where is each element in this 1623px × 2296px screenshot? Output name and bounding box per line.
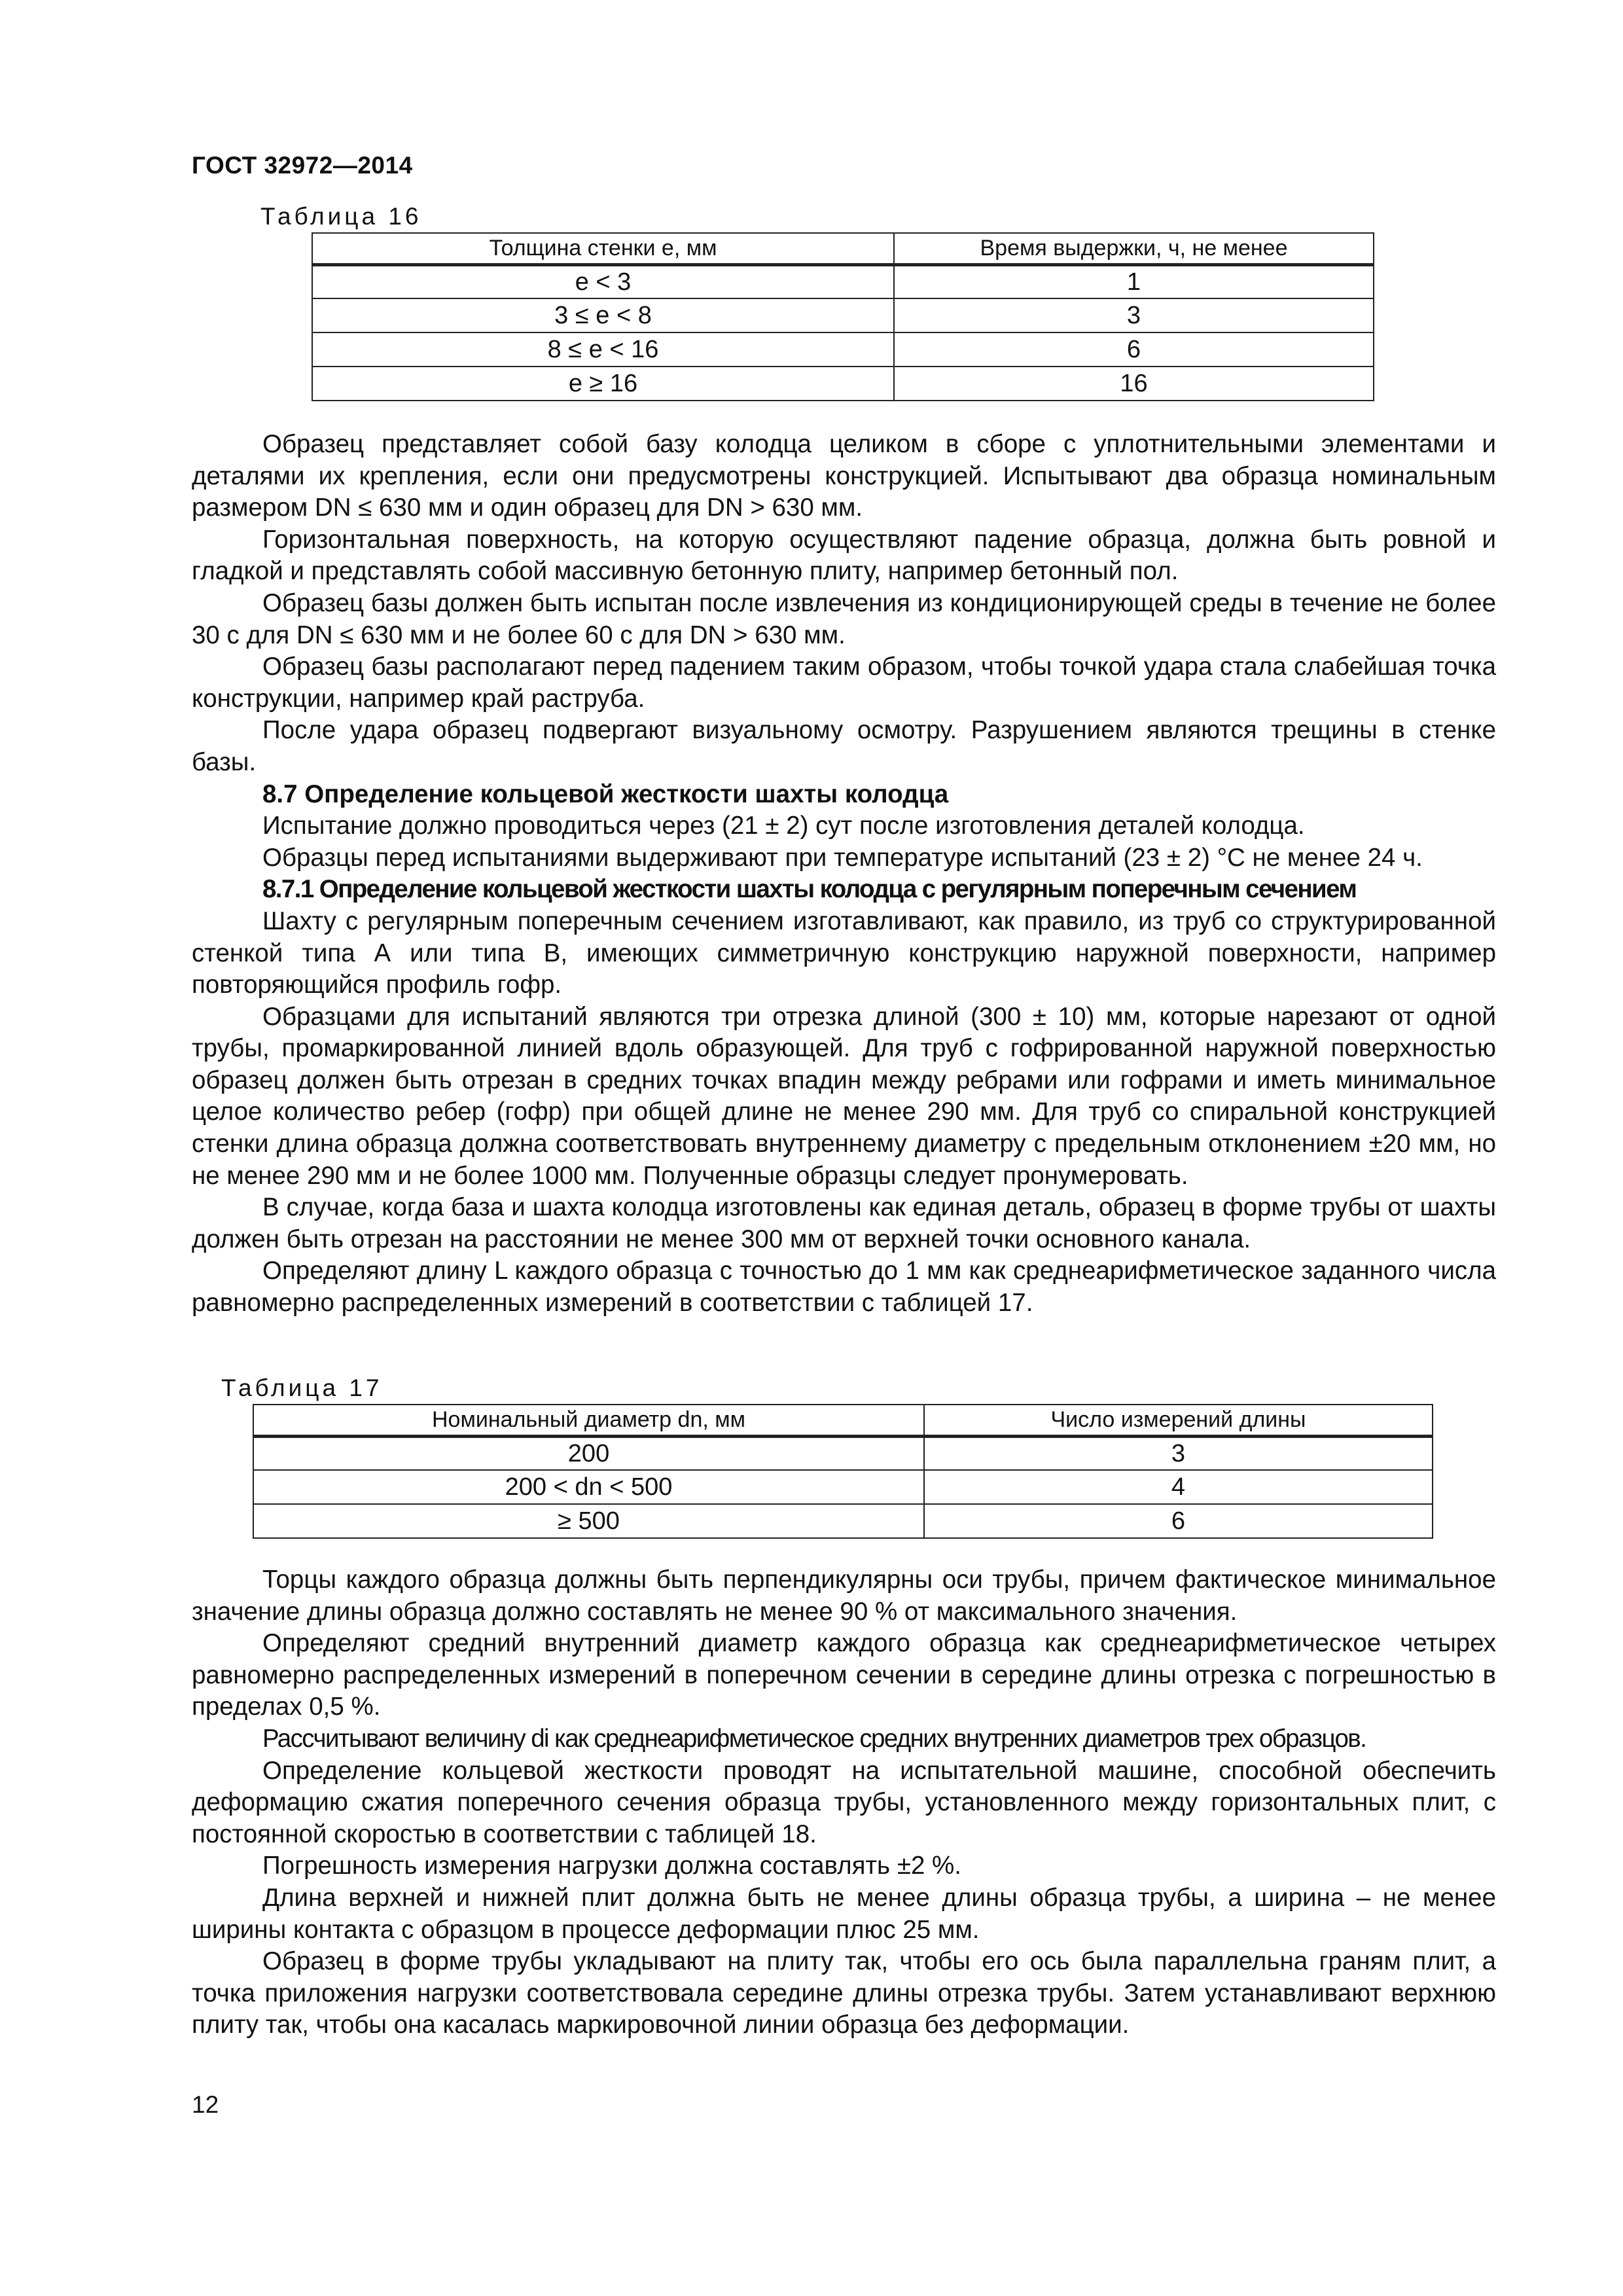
- table-header-row: [312, 233, 1374, 264]
- table-16: [312, 232, 1374, 401]
- page-number: 12: [192, 2091, 219, 2118]
- table-cell: 3: [894, 298, 1374, 332]
- section-heading: 8.7 Определение кольцевой жесткости шахты колодца: [262, 780, 949, 808]
- paragraph: Определяют средний внутренний диаметр каждого образца как среднеарифметическое четырех равномерно распределенных измерений в поперечном сечении в середине длины отрезка с погрешностью в пределах 0,5 %.: [192, 1629, 1496, 1721]
- table-cell: e ≥ 16: [312, 367, 894, 401]
- paragraph: Рассчитывают величину di как среднеарифметическое средних внутренних диаметров трех образцов.: [262, 1724, 1366, 1753]
- paragraph: Определяют длину L каждого образца с точностью до 1 мм как среднеарифметическое заданного числа равномерно распределенных измерений в соответствии с таблицей 17.: [192, 1257, 1496, 1318]
- table-row: [253, 1436, 1433, 1470]
- body-text-section-b: [192, 1564, 1496, 2041]
- paragraph: Шахту с регулярным поперечным сечением изготавливают, как правило, из труб со структурированной стенкой типа А или типа В, имеющих симметричную конструкцию наружной поверхности, например повторяющийся профиль гофр.: [192, 906, 1496, 999]
- table-cell: 3 ≤ e < 8: [312, 298, 894, 332]
- paragraph: После удара образец подвергают визуальному осмотру. Разрушением являются трещины в стенке базы.: [192, 716, 1496, 776]
- paragraph: Образцы перед испытаниями выдерживают при температуре испытаний (23 ± 2) °С не менее 24 ч.: [262, 843, 1423, 872]
- table-row: [253, 1470, 1433, 1504]
- paragraph: Образцами для испытаний являются три отрезка длиной (300 ± 10) мм, которые нарезают от одной трубы, промаркированной линией вдоль образующей. Для труб с гофрированной наружной поверхностью образец должен быть отрезан в средних точках впадин между ребрами или гофрами и иметь минимальное целое количество ребер (гофр) при общей длине не менее 290 мм. Для труб со спиральной конструкцией стенки длина образца должна соответствовать внутреннему диаметру с предельным отклонением ±20 мм, но не менее 290 мм и не более 1000 мм. Полученные образцы следует пронумеровать.: [192, 1002, 1496, 1190]
- table-17: [253, 1404, 1433, 1539]
- table-cell: 4: [924, 1470, 1433, 1504]
- paragraph: Длина верхней и нижней плит должна быть не менее длины образца трубы, а ширина – не менее ширины контакта с образцом в процессе деформации плюс 25 мм.: [192, 1883, 1496, 1944]
- table-cell: 6: [924, 1504, 1433, 1538]
- table-16-caption: Таблица 16: [260, 203, 422, 230]
- paragraph: Горизонтальная поверхность, на которую осуществляют падение образца, должна быть ровной и гладкой и представлять собой массивную бетонную плиту, например бетонный пол.: [192, 525, 1496, 586]
- table-header-cell: Время выдержки, ч, не менее: [894, 233, 1374, 264]
- table-row: [312, 332, 1374, 367]
- table-row: [312, 298, 1374, 332]
- table-cell: e < 3: [312, 264, 894, 298]
- paragraph: Образец базы должен быть испытан после извлечения из кондиционирующей среды в течение не более 30 с для DN ≤ 630 мм и не более 60 с для DN > 630 мм.: [192, 588, 1496, 649]
- table-header-cell: Число измерений длины: [924, 1405, 1433, 1436]
- paragraph: Образец базы располагают перед падением таким образом, чтобы точкой удара стала слабейшая точка конструкции, например край раструба.: [192, 653, 1496, 713]
- paragraph: Определение кольцевой жесткости проводят на испытательной машине, способной обеспечить деформацию сжатия поперечного сечения образца трубы, установленного между горизонтальных плит, с постоянной скоростью в соответствии с таблицей 18.: [192, 1756, 1496, 1848]
- table-cell: 3: [924, 1436, 1433, 1470]
- table-header-cell: Номинальный диаметр dn, мм: [253, 1405, 924, 1436]
- body-text-section-a: [192, 429, 1496, 1319]
- table-cell: 1: [894, 264, 1374, 298]
- table-row: [312, 264, 1374, 298]
- table-header-row: [253, 1405, 1433, 1436]
- subsection-heading: 8.7.1 Определение кольцевой жесткости шахты колодца с регулярным поперечным сечением: [262, 875, 1357, 904]
- table-cell: 8 ≤ e < 16: [312, 332, 894, 367]
- paragraph: Образец представляет собой базу колодца целиком в сборе с уплотнительными элементами и деталями их крепления, если они предусмотрены конструкцией. Испытывают два образца номинальным размером DN ≤ 630 мм и один образец для DN > 630 мм.: [192, 430, 1496, 522]
- table-cell: 200 < dn < 500: [253, 1470, 924, 1504]
- table-row: [312, 367, 1374, 401]
- table-cell: ≥ 500: [253, 1504, 924, 1538]
- paragraph: Торцы каждого образца должны быть перпендикулярны оси трубы, причем фактическое минимальное значение длины образца должно составлять не менее 90 % от максимального значения.: [192, 1566, 1496, 1626]
- table-cell: 200: [253, 1436, 924, 1470]
- table-17-caption: Таблица 17: [221, 1374, 383, 1401]
- table-header-cell: Толщина стенки e, мм: [312, 233, 894, 264]
- paragraph: Погрешность измерения нагрузки должна составлять ±2 %.: [262, 1852, 961, 1880]
- paragraph: Испытание должно проводиться через (21 ± 2) сут после изготовления деталей колодца.: [262, 812, 1305, 840]
- paragraph: Образец в форме трубы укладывают на плиту так, чтобы его ось была параллельна граням плит, а точка приложения нагрузки соответствовала середине длины отрезка трубы. Затем устанавливают верхнюю плиту так, чтобы она касалась маркировочной линии образца без деформации.: [192, 1947, 1496, 2039]
- paragraph: В случае, когда база и шахта колодца изготовлены как единая деталь, образец в форме трубы от шахты должен быть отрезан на расстоянии не менее 300 мм от верхней точки основного канала.: [192, 1193, 1496, 1253]
- table-cell: 6: [894, 332, 1374, 367]
- table-row: [253, 1504, 1433, 1538]
- document-header: ГОСТ 32972—2014: [192, 152, 413, 179]
- table-cell: 16: [894, 367, 1374, 401]
